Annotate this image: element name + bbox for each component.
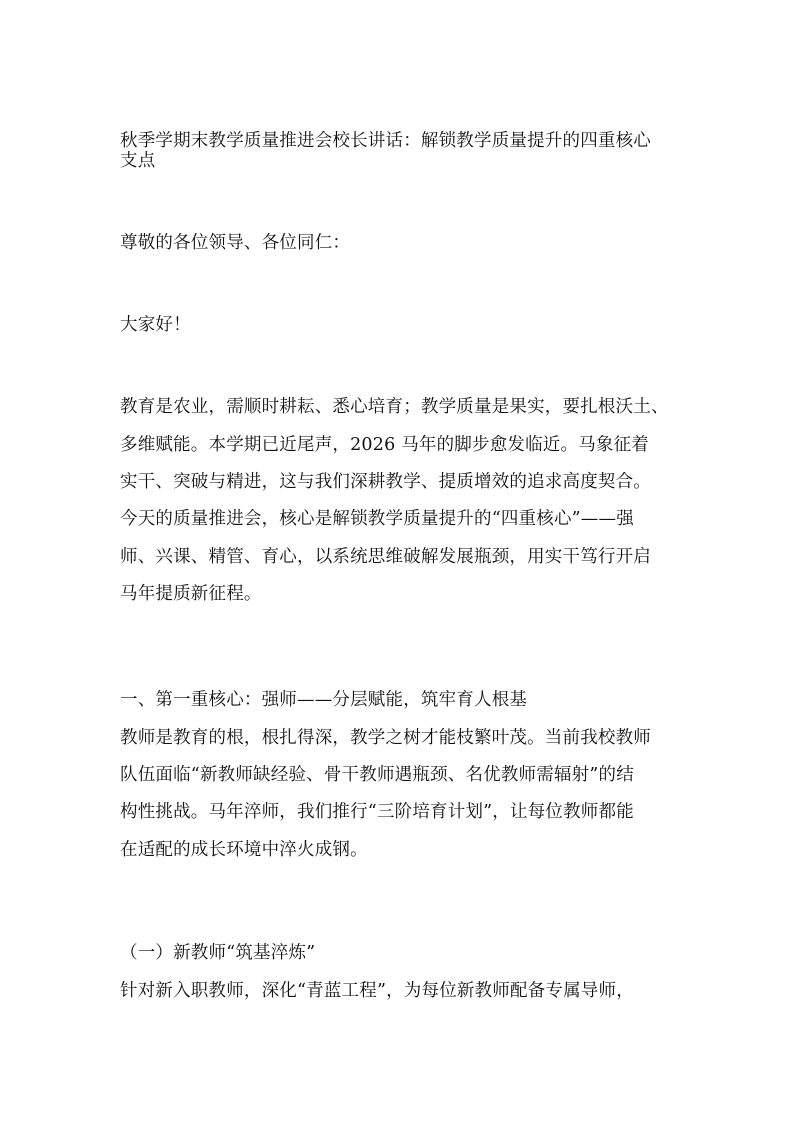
greeting: 大家好！ (120, 315, 191, 335)
intro-line-2: 多维赋能。本学期已近尾声，2026 马年的脚步愈发临近。马象征着 (120, 435, 649, 455)
intro-line-5: 师、兴课、精管、育心，以系统思维破解发展瓶颈，用实干笃行开启 (120, 547, 651, 567)
document-title-line-1: 秋季学期末教学质量推进会校长讲话：解锁教学质量提升的四重核心 (120, 131, 651, 151)
section-1-line-1: 教师是教育的根，根扎得深，教学之树才能枝繁叶茂。当前我校教师 (120, 728, 651, 748)
intro-line-3: 实干、突破与精进，这与我们深耕教学、提质增效的追求高度契合。 (120, 472, 651, 492)
document-title-line-2: 支点 (120, 151, 156, 171)
subsection-1-line-1: 针对新入职教师，深化“青蓝工程”，为每位新教师配备专属导师， (120, 981, 634, 1001)
intro-line-1: 教育是农业，需顺时耕耘、悉心培育；教学质量是果实，要扎根沃土、 (120, 397, 669, 417)
intro-line-6: 马年提质新征程。 (120, 584, 262, 604)
section-1-line-4: 在适配的成长环境中淬火成钢。 (120, 840, 368, 860)
section-1-line-2: 队伍面临“新教师缺经验、骨干教师遇瓶颈、名优教师需辐射”的结 (120, 765, 634, 785)
intro-line-4: 今天的质量推进会，核心是解锁教学质量提升的“四重核心”——强 (120, 509, 634, 529)
section-1-line-3: 构性挑战。马年淬师，我们推行“三阶培育计划”，让每位教师都能 (120, 802, 634, 822)
salutation: 尊敬的各位领导、各位同仁： (120, 233, 351, 253)
section-1-heading: 一、第一重核心：强师——分层赋能，筑牢育人根基 (120, 690, 528, 710)
subsection-1-heading: （一）新教师“筑基淬炼” (120, 943, 316, 963)
